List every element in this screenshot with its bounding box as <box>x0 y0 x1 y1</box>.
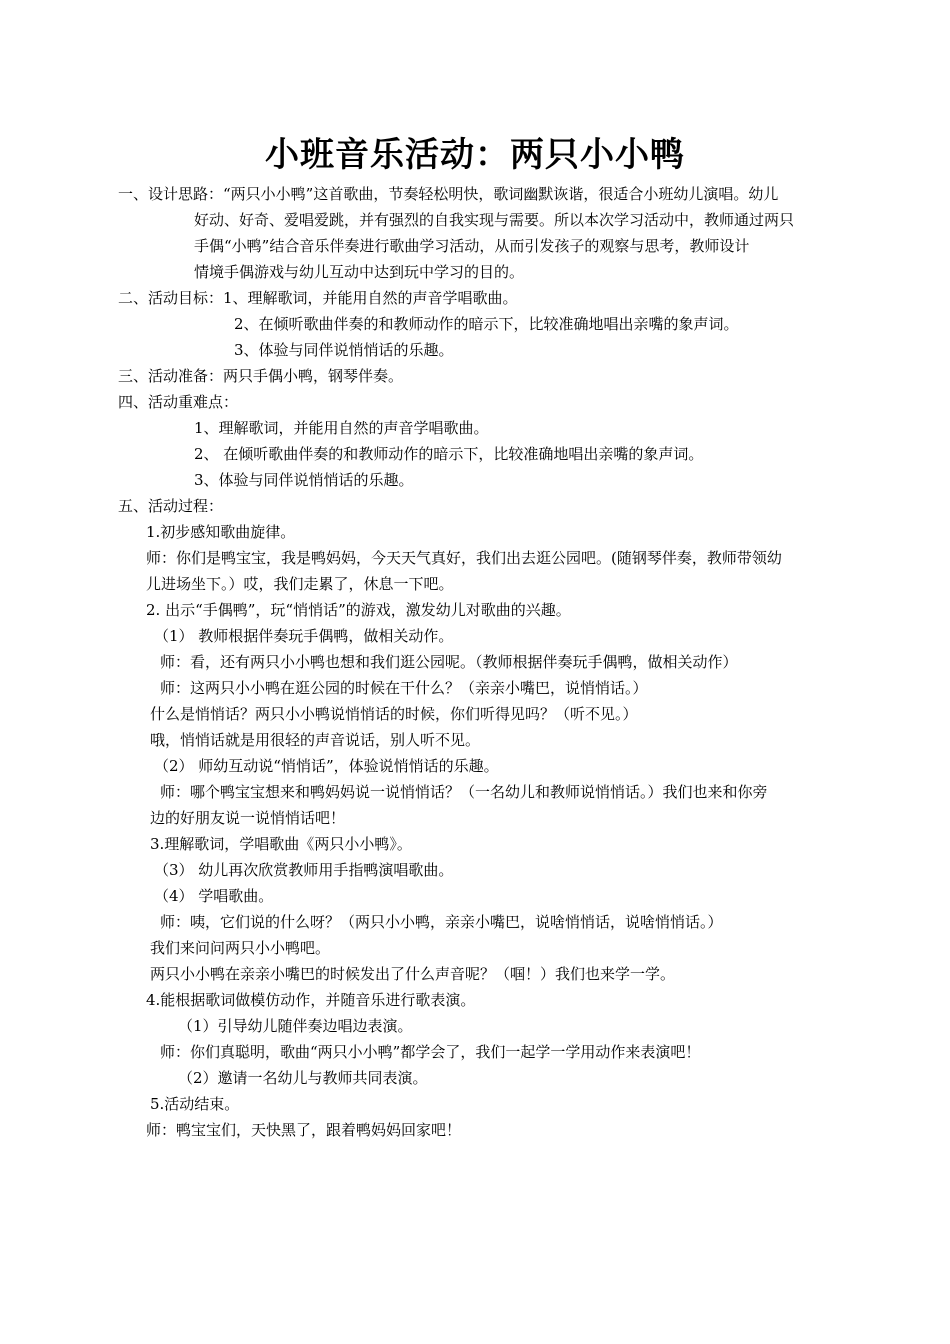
process-step-3: 3.理解歌词，学唱歌曲《两只小小鸭》。 <box>150 835 412 853</box>
process-step-1-line-a: 师：你们是鸭宝宝，我是鸭妈妈，今天天气真好，我们出去逛公园吧。(随钢琴伴奏，教师带领幼 <box>146 549 782 567</box>
process-step-5: 5.活动结束。 <box>150 1095 240 1113</box>
process-heading: 五、活动过程： <box>118 497 224 515</box>
prep-line: 三、活动准备：两只手偶小鸭，钢琴伴奏。 <box>118 367 404 385</box>
process-step-2-line-8: 边的好朋友说一说悄悄话吧！ <box>150 809 346 827</box>
goal-line-2: 2、在倾听歌曲伴奏的和教师动作的暗示下，比较准确地唱出亲嘴的象声词。 <box>234 315 739 333</box>
design-line-4: 情境手偶游戏与幼儿互动中达到玩中学习的目的。 <box>194 263 525 281</box>
process-step-2-line-4: 什么是悄悄话？两只小小鸭说悄悄话的时候，你们听得见吗？（听不见。） <box>150 705 638 723</box>
process-step-3-sub-3: （3） 幼儿再次欣赏教师用手指鸭演唱歌曲。 <box>154 861 454 879</box>
process-step-3-line-3: 师：咦，它们说的什么呀？（两只小小鸭，亲亲小嘴巴，说啥悄悄话，说啥悄悄话。） <box>160 913 723 931</box>
process-step-2-sub-1: （1） 教师根据伴奏玩手偶鸭，做相关动作。 <box>154 627 454 645</box>
key-point-3: 3、体验与同伴说悄悄话的乐趣。 <box>194 471 414 489</box>
document-title: 小班音乐活动：两只小小鸭 <box>265 135 685 175</box>
process-step-2-line-5: 哦，悄悄话就是用很轻的声音说话，别人听不见。 <box>150 731 481 749</box>
process-step-2: 2. 出示“手偶鸭”，玩“悄悄话”的游戏，激发幼儿对歌曲的兴趣。 <box>146 601 571 619</box>
design-line-1: 一、设计思路：“两只小小鸭”这首歌曲，节奏轻松明快，歌词幽默诙谐，很适合小班幼儿演唱。幼儿 <box>118 185 779 203</box>
key-point-2: 2、 在倾听歌曲伴奏的和教师动作的暗示下，比较准确地唱出亲嘴的象声词。 <box>194 445 704 463</box>
process-step-3-sub-4: （4） 学唱歌曲。 <box>154 887 274 905</box>
key-points-heading: 四、活动重难点： <box>118 393 239 411</box>
process-step-4-sub-2: （2）邀请一名幼儿与教师共同表演。 <box>178 1069 428 1087</box>
process-step-3-line-4: 我们来问问两只小小鸭吧。 <box>150 939 331 957</box>
process-step-4-sub-1: （1）引导幼儿随伴奏边唱边表演。 <box>178 1017 413 1035</box>
design-line-2: 好动、好奇、爱唱爱跳，并有强烈的自我实现与需要。所以本次学习活动中，教师通过两只 <box>194 211 795 229</box>
process-step-2-sub-2: （2） 师幼互动说“悄悄话”，体验说悄悄话的乐趣。 <box>154 757 499 775</box>
process-step-2-line-7: 师：哪个鸭宝宝想来和鸭妈妈说一说悄悄话？（一名幼儿和教师说悄悄话。）我们也来和你旁 <box>160 783 768 801</box>
design-line-3: 手偶“小鸭”结合音乐伴奏进行歌曲学习活动，从而引发孩子的观察与思考，教师设计 <box>194 237 750 255</box>
goal-line-3: 3、体验与同伴说悄悄话的乐趣。 <box>234 341 454 359</box>
process-step-4: 4.能根据歌词做模仿动作，并随音乐进行歌表演。 <box>146 991 476 1009</box>
process-step-5-line-1: 师：鸭宝宝们，天快黑了，跟着鸭妈妈回家吧！ <box>146 1121 462 1139</box>
key-point-1: 1、理解歌词，并能用自然的声音学唱歌曲。 <box>194 419 489 437</box>
process-step-2-line-2: 师：看，还有两只小小鸭也想和我们逛公园呢。（教师根据伴奏玩手偶鸭，做相关动作） <box>160 653 738 671</box>
process-step-1: 1.初步感知歌曲旋律。 <box>146 523 296 541</box>
process-step-1-line-b: 儿进场坐下。）哎，我们走累了，休息一下吧。 <box>146 575 454 593</box>
process-step-4-line-2: 师：你们真聪明，歌曲“两只小小鸭”都学会了，我们一起学一学用动作来表演吧！ <box>160 1043 701 1061</box>
process-step-3-line-5: 两只小小鸭在亲亲小嘴巴的时候发出了什么声音呢？（啯！）我们也来学一学。 <box>150 965 676 983</box>
goal-line-1: 二、活动目标：1、理解歌词，并能用自然的声音学唱歌曲。 <box>118 289 518 307</box>
process-step-2-line-3: 师：这两只小小鸭在逛公园的时候在干什么？（亲亲小嘴巴，说悄悄话。） <box>160 679 648 697</box>
